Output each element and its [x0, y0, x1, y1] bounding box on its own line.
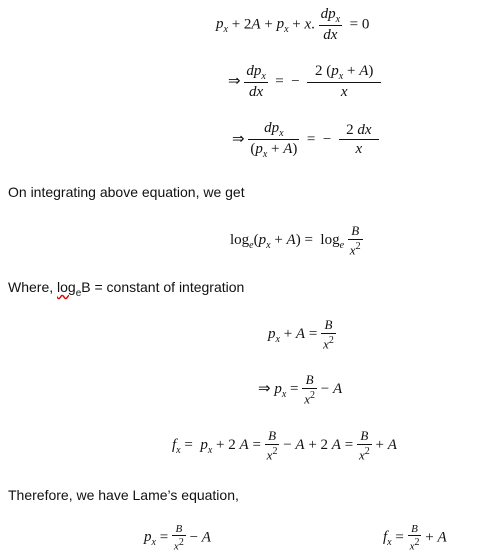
- equation-2: ⇒ $\frac{dp_x}{dx}$ = − $\frac{2 (p_x + A)}{x}$: [228, 63, 381, 101]
- equation-4: $\log_e(p_x + A) = \log_e$ $\frac{B}{x^2}$: [230, 223, 361, 258]
- lame-equation-fx: $f_x$ = $\frac{B}{x^2}$ + A: [383, 523, 447, 553]
- equation-5: $p_x + A$ = $\frac{B}{x^2}$: [268, 317, 334, 352]
- where-prefix: Where,: [8, 279, 58, 295]
- text-therefore: Therefore, we have Lame’s equation,: [8, 487, 239, 503]
- where-log: $\log_e$: [57, 279, 82, 299]
- equation-3: ⇒ $\frac{dp_x}{(p_x + A)}$ = − $\frac{2 dx}{x}$: [232, 120, 379, 160]
- text-integrating: On integrating above equation, we get: [8, 184, 245, 200]
- equation-1: $p_x + 2A + p_x + x$. $\frac{dp_x}{dx}$ = 0: [216, 6, 370, 43]
- where-rest: B = constant of integration: [81, 279, 245, 295]
- equation-6: ⇒ $p_x$ = $\frac{B}{x^2}$ − A: [258, 372, 343, 407]
- text-where: [8, 279, 244, 299]
- equation-7: $f_x = p_x + 2$ A = $\frac{B}{x^2}$ − A + 2 A = $\frac{B}{x^2}$ + A: [172, 428, 397, 463]
- lame-equation-px: $p_x$ = $\frac{B}{x^2}$ − A: [144, 523, 211, 553]
